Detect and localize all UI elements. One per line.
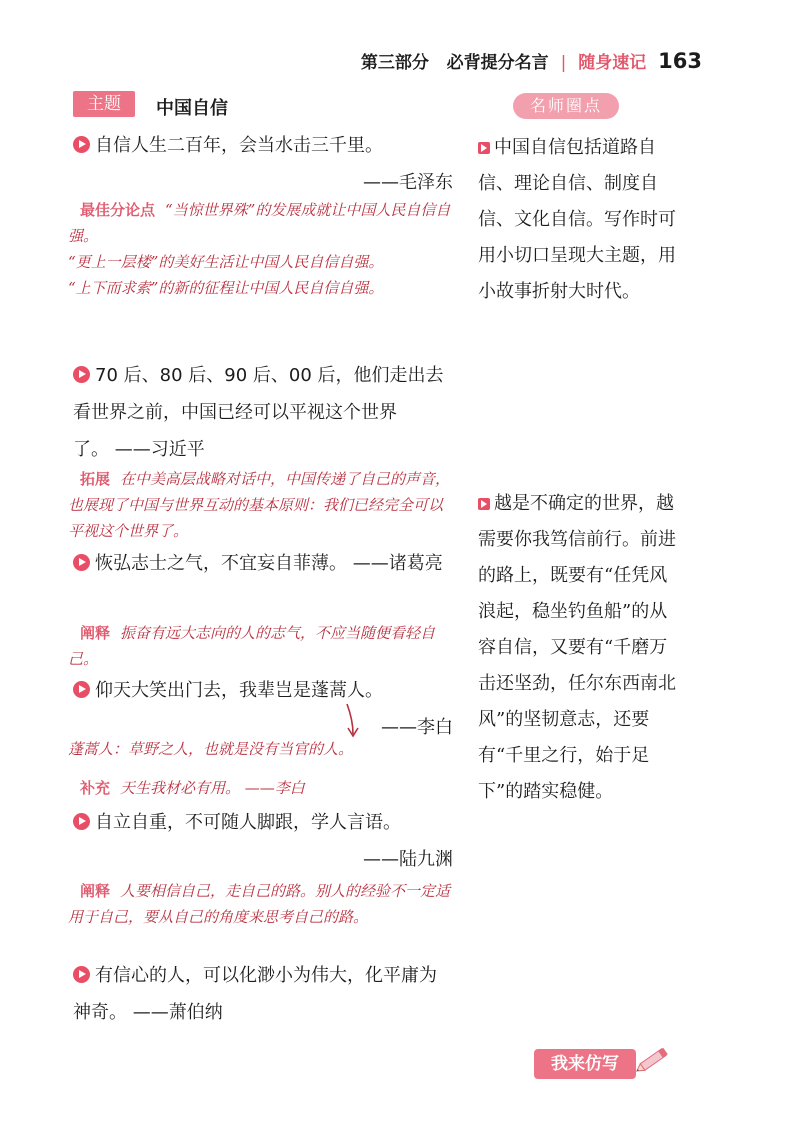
arrow-square-icon (478, 498, 490, 510)
sidebar-header-pill: 名师圈点 (513, 93, 619, 119)
quote-5 (73, 804, 453, 878)
quote-author: ——毛泽东 (363, 172, 453, 193)
play-icon (73, 136, 90, 153)
supplement-note (68, 775, 453, 801)
quote-text: 自立自重，不可随人脚跟，学人言语。 (95, 812, 401, 833)
sidebar-note-1 (478, 130, 678, 310)
play-icon (73, 366, 90, 383)
quote-author: ——萧伯纳 (132, 1002, 223, 1023)
arrow-square-icon (478, 142, 490, 154)
gloss-note: 蓬蒿人：草野之人，也就是没有当官的人。 (68, 740, 354, 758)
quote-1 (73, 127, 453, 201)
sidebar-note-text: 中国自信包括道路自信、理论自信、制度自信、文化自信。写作时可用小切口呈现大主题，用小故事折射大时代。 (478, 137, 676, 302)
quote-3 (73, 545, 453, 582)
best-point-note (68, 197, 453, 301)
note-text: 天生我材必有用。 ——李白 (120, 779, 305, 797)
pencil-icon (632, 1044, 676, 1074)
theme-badge: 主题 (73, 91, 135, 117)
note-line: “更上一层楼”的美好生活让中国人民自信自强。 (68, 253, 384, 271)
quote-text: 自信人生二百年，会当水击三千里。 (95, 135, 383, 156)
note-text: 人要相信自己，走自己的路。别人的经验不一定适用于自己，要从自己的角度来思考自己的路。 (68, 882, 451, 926)
header-title: 必背提分名言 (446, 53, 549, 73)
page-number: 163 (658, 49, 702, 73)
quote-6 (73, 957, 453, 1031)
handwritten-arrow-icon (343, 702, 363, 740)
note-line: “上下而求索”的新的征程让中国人民自信自强。 (68, 279, 384, 297)
play-icon (73, 554, 90, 571)
theme-title: 中国自信 (156, 98, 228, 119)
note-label: 阐释 (80, 624, 111, 642)
sidebar-note-2 (478, 486, 683, 810)
quote-4 (73, 672, 453, 746)
note-label: 补充 (80, 779, 111, 797)
page-header (361, 48, 702, 73)
sidebar-note-text: 越是不确定的世界，越需要你我笃信前行。前进的路上，既要有“任凭风浪起，稳坐钓鱼船”的从容自信，又要有“千磨万击还坚劲，任尔东西南北风”的坚韧意志，还要有“千里之行，始于足下”的踏实稳健。 (478, 493, 676, 802)
explain-note-2 (68, 878, 453, 930)
quote-author: ——习近平 (114, 439, 205, 460)
note-label: 拓展 (80, 470, 111, 488)
note-text: 振奋有远大志向的人的志气，不应当随便看轻自己。 (68, 624, 436, 668)
header-section: 随身速记 (578, 53, 647, 73)
play-icon (73, 966, 90, 983)
play-icon (73, 681, 90, 698)
quote-text: 仰天大笑出门去，我辈岂是蓬蒿人。 (95, 680, 383, 701)
header-separator: | (560, 53, 567, 73)
expand-note (68, 466, 453, 544)
quote-2 (73, 357, 453, 468)
note-label: 最佳分论点 (80, 201, 156, 219)
quote-author: ——陆九渊 (363, 849, 453, 870)
note-line: “当惊世界殊”的发展成就让中国人民自信自强。 (68, 201, 451, 245)
note-label: 阐释 (80, 882, 111, 900)
play-icon (73, 813, 90, 830)
quote-author: ——李白 (381, 717, 453, 738)
quote-author: ——诸葛亮 (352, 553, 443, 574)
quote-text: 70 后、80 后、90 后、00 后，他们走出去看世界之前，中国已经可以平视这个世界了。 (73, 365, 444, 460)
quote-text: 恢弘志士之气，不宜妄自菲薄。 (95, 553, 347, 574)
note-text: 在中美高层战略对话中，中国传递了自己的声音，也展现了中国与世界互动的基本原则：我们已经完全可以平视这个世界了。 (68, 470, 451, 540)
quote-text: 有信心的人，可以化渺小为伟大，化平庸为神奇。 (73, 965, 437, 1023)
imitate-button[interactable]: 我来仿写 (534, 1049, 636, 1079)
explain-note-1 (68, 620, 453, 672)
header-part: 第三部分 (360, 53, 429, 73)
